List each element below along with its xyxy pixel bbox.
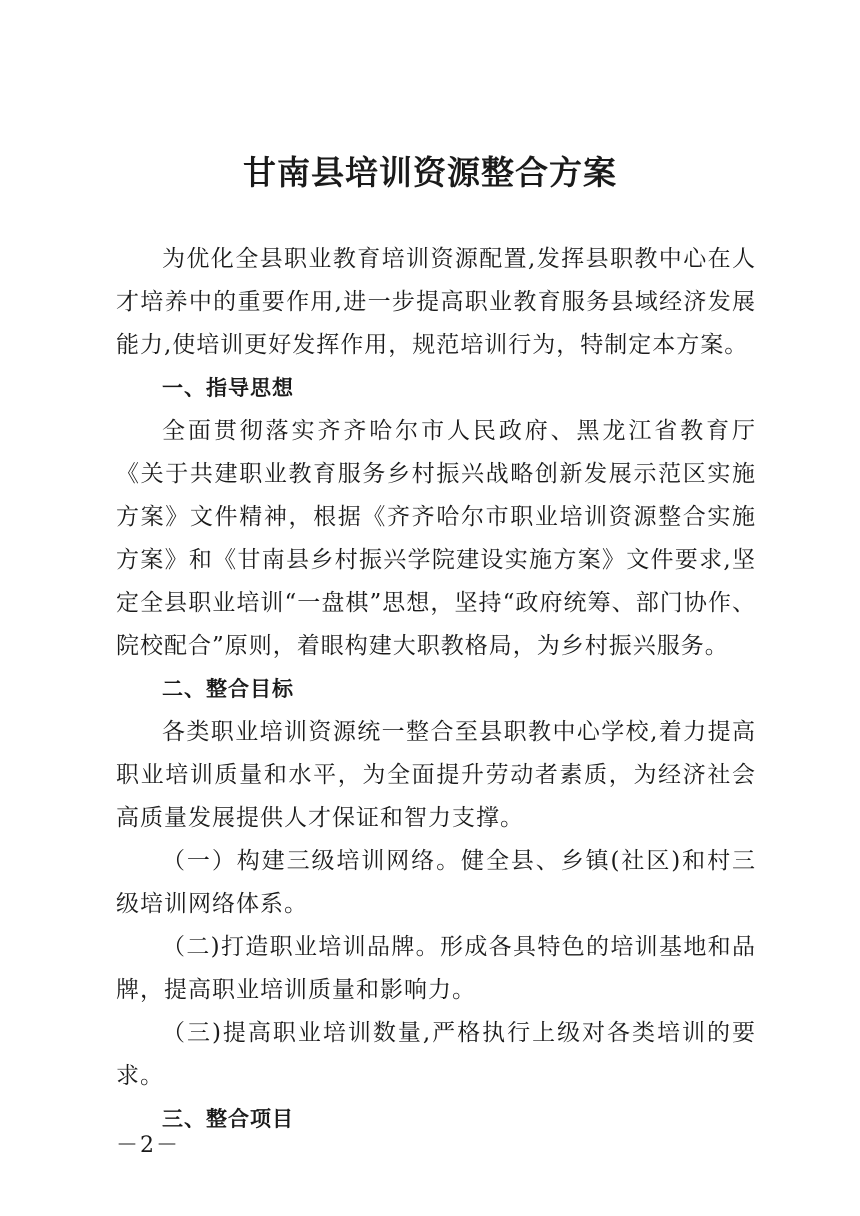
- goal-item: （一）构建三级培训网络。健全县、乡镇(社区)和村三级培训网络体系。: [116, 848, 756, 917]
- page-number: －2－: [116, 1133, 180, 1158]
- document-title: 甘南县培训资源整合方案: [243, 153, 617, 192]
- document-body: [116, 238, 756, 1141]
- intro-paragraph: 为优化全县职业教育培训资源配置,发挥县职教中心在人才培养中的重要作用,进一步提高职业教育服务县域经济发展能力,使培训更好发挥作用，规范培训行为，特制定本方案。: [116, 246, 756, 358]
- section-paragraph-guiding-ideology: 全面贯彻落实齐齐哈尔市人民政府、黑龙江省教育厅《关于共建职业教育服务乡村振兴战略创新发展示范区实施方案》文件精神，根据《齐齐哈尔市职业培训资源整合实施方案》和《甘南县乡村振兴学院建设实施方案》文件要求,坚定全县职业培训“一盘棋”思想，坚持“政府统筹、部门协作、院校配合”原则，着眼构建大职教格局，为乡村振兴服务。: [116, 418, 756, 659]
- goal-item: （二)打造职业培训品牌。形成各具特色的培训基地和品牌，提高职业培训质量和影响力。: [116, 934, 756, 1003]
- section-heading-integration-projects: 三、整合项目: [162, 1107, 294, 1131]
- goal-item: （三)提高职业培训数量,严格执行上级对各类培训的要求。: [116, 1020, 756, 1089]
- section-heading-guiding-ideology: 一、指导思想: [162, 376, 294, 400]
- section-paragraph-integration-goals: 各类职业培训资源统一整合至县职教中心学校,着力提高职业培训质量和水平，为全面提升劳动者素质，为经济社会高质量发展提供人才保证和智力支撑。: [116, 719, 756, 831]
- section-heading-integration-goals: 二、整合目标: [162, 677, 294, 701]
